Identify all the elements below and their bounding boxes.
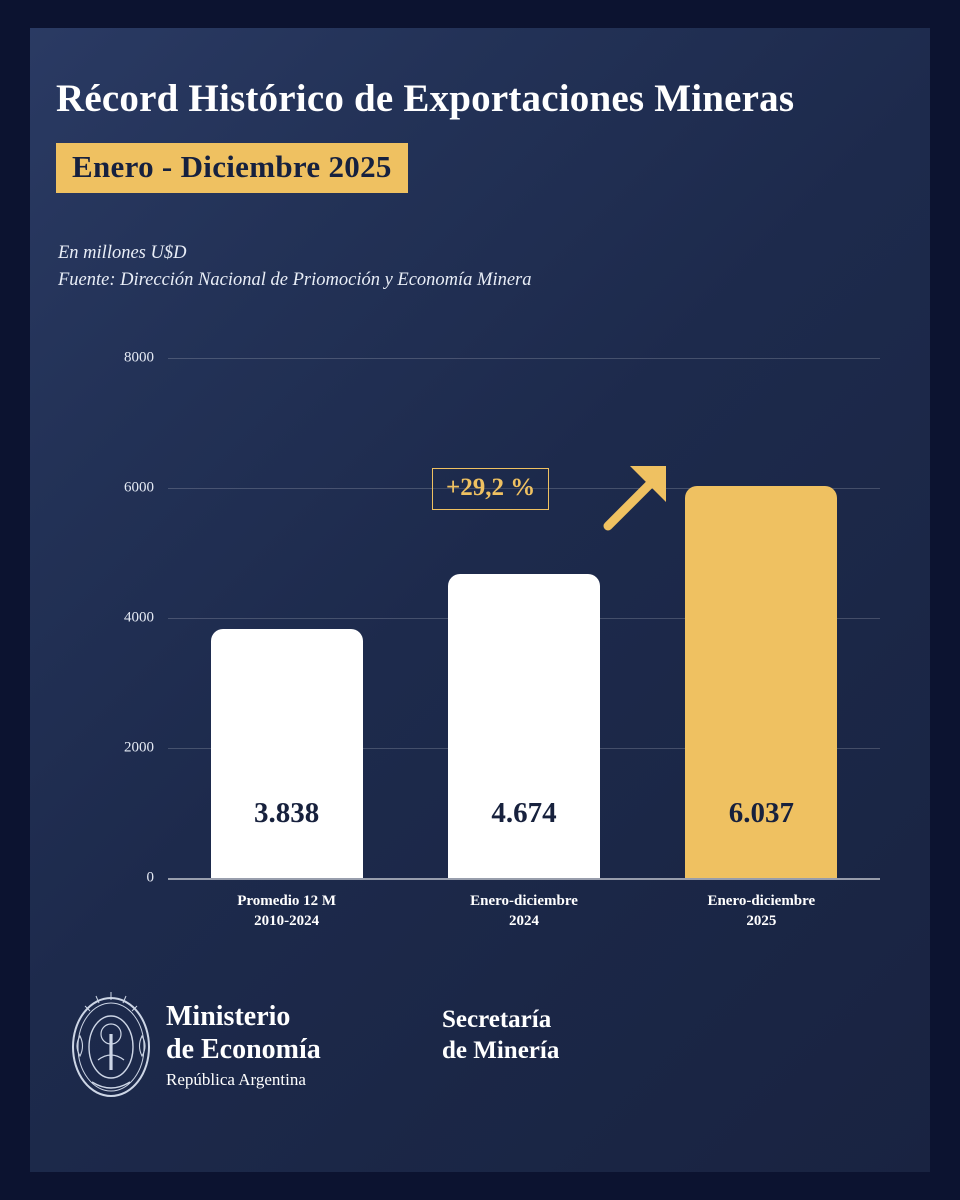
growth-arrow-icon	[600, 458, 680, 539]
growth-annotation-badge: +29,2 %	[432, 468, 549, 510]
category-label-2	[404, 892, 644, 931]
page-title: Récord Histórico de Exportaciones Mineras	[56, 77, 795, 120]
category-label-line: Enero-diciembre	[707, 893, 816, 909]
ministry-line-1: Ministerio	[166, 1001, 291, 1032]
chart-plot-area	[124, 349, 880, 886]
bar-value-label: 4.674	[491, 797, 557, 829]
ministry-wordmark	[166, 1000, 321, 1090]
footer	[30, 982, 930, 1142]
category-label-3	[641, 892, 881, 931]
category-label-line: 2025	[746, 912, 777, 929]
secretaria-line-1: Secretaría	[442, 1006, 552, 1033]
units-note: En millones U$D	[58, 243, 187, 263]
category-label-line: 2010-2024	[254, 912, 320, 929]
y-axis-tick-label: 0	[146, 869, 154, 886]
secretaria-wordmark	[442, 1004, 559, 1067]
argentina-coat-of-arms-icon	[68, 990, 154, 1108]
bar-2[interactable]	[448, 574, 600, 878]
infographic-canvas	[30, 28, 930, 1172]
category-label-line: Enero-diciembre	[470, 893, 578, 909]
x-axis-line	[168, 878, 880, 880]
secretaria-line-2: de Minería	[442, 1037, 560, 1065]
y-axis-tick-label: 8000	[124, 349, 154, 366]
chart-note	[58, 240, 532, 294]
category-label-line: Promedio 12 M	[237, 893, 337, 909]
bar-value-label: 3.838	[254, 797, 320, 829]
bar-value-label: 6.037	[728, 797, 794, 829]
source-note: Fuente: Dirección Nacional de Priomoción y Economía Minera	[58, 269, 532, 290]
category-label-line: 2024	[509, 912, 539, 929]
bar-1[interactable]	[211, 629, 363, 878]
period-badge: Enero - Diciembre 2025	[56, 143, 408, 193]
frame-top	[0, 0, 960, 28]
gridline	[168, 358, 880, 359]
category-label-1	[167, 892, 407, 931]
y-axis-tick-label: 2000	[124, 739, 154, 756]
bar-chart	[58, 348, 898, 948]
frame-right	[930, 0, 960, 1200]
ministry-line-3: República Argentina	[166, 1070, 306, 1090]
y-axis-tick-label: 4000	[124, 609, 154, 626]
y-axis-tick-label: 6000	[124, 479, 154, 496]
subtitle-container	[56, 143, 408, 193]
bar-3[interactable]	[685, 486, 837, 878]
frame-left	[0, 0, 30, 1200]
frame-bottom	[0, 1172, 960, 1200]
ministry-line-2: de Economía	[166, 1034, 321, 1066]
